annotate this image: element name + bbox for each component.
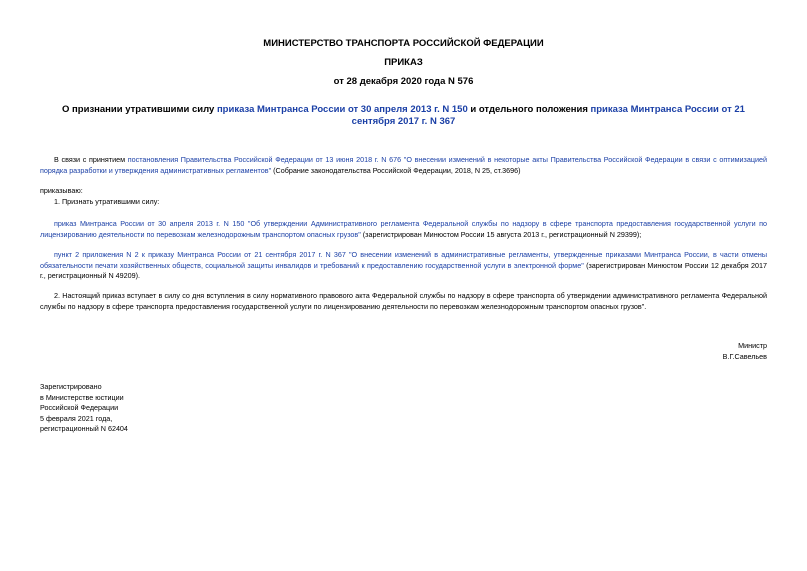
item-1: 1. Признать утратившими силу: — [54, 197, 160, 206]
doc-type-heading: ПРИКАЗ — [384, 57, 423, 68]
subitem-order-367 — [40, 250, 767, 282]
registration-line: регистрационный N 62404 — [40, 424, 128, 433]
registration-block — [40, 382, 240, 435]
ministry-heading: МИНИСТЕРСТВО ТРАНСПОРТА РОССИЙСКОЙ ФЕДЕРАЦИИ — [263, 38, 544, 49]
registration-line: 5 февраля 2021 года, — [40, 413, 113, 423]
title-text-2: и отдельного положения — [467, 104, 591, 115]
subitem-link-order-150[interactable]: приказ Минтранса России от 30 апреля 2013 г. N 150 "Об утверждении Административного регламента Федеральной службы по надзору в сфере транспорта предоставления государственной услуги по лицензированию деятельности по перевозкам железнодорожным транспортом опасных грузов" — [40, 219, 767, 239]
date-number-heading: от 28 декабря 2020 года N 576 — [333, 76, 474, 87]
registration-line: Российской Федерации — [40, 403, 119, 412]
registration-line: Зарегистрировано — [40, 382, 102, 391]
document-title — [40, 104, 767, 128]
subitem-order-150 — [40, 219, 767, 240]
signature-position: Министр — [738, 341, 767, 350]
title-link-order-367[interactable]: приказа Минтранса России от 21 сентября 2017 г. N 367 — [351, 104, 745, 127]
subitem-367-registration: (зарегистрирован Минюстом России 12 декабря 2017 г., регистрационный N 49209). — [40, 260, 767, 280]
subitem-150-registration: (зарегистрирован Минюстом России 15 августа 2013 г., регистрационный N 29399); — [360, 229, 642, 239]
subitem-link-order-367[interactable]: пункт 2 приложения N 2 к приказу Минтранса России от 21 сентября 2017 г. N 367 "О внесении изменений в административные регламенты, утвержденные приказами Минтранса России, в части отмены обязательности печати хозяйственных обществ, социальной защиты инвалидов и требований к предоставлению государственной услуги в электронной форме" — [40, 250, 767, 270]
preamble-paragraph — [40, 155, 767, 176]
preamble-link-resolution-676[interactable]: постановления Правительства Российской Федерации от 13 июня 2018 г. N 676 "О внесении изменений в некоторые акты Правительства Российской Федерации в связи с оптимизацией порядка разработки и утверждения административных регламентов" — [40, 155, 767, 175]
signature-name: В.Г.Савельев — [722, 351, 767, 361]
item-2: 2. Настоящий приказ вступает в силу со дня вступления в силу нормативного правового акта Федеральной службы по надзору в сфере транспорта об утверждении административного регламента Федеральной службы по надзору в сфере транспорта предоставления государственной услуги по лицензированию деятельности по перевозкам железнодорожным транспортом опасных грузов". — [40, 291, 767, 311]
signature-block — [567, 341, 767, 362]
title-link-order-150[interactable]: приказа Минтранса России от 30 апреля 2013 г. N 150 — [216, 104, 468, 115]
order-word: приказываю: — [40, 186, 83, 195]
preamble-text-1: В связи с принятием — [54, 155, 128, 164]
registration-line: в Министерстве юстиции — [40, 392, 124, 402]
preamble-text-2: (Собрание законодательства Российской Федерации, 2018, N 25, ст.3696) — [271, 165, 521, 175]
title-text-1: О признании утратившими силу — [62, 104, 217, 115]
